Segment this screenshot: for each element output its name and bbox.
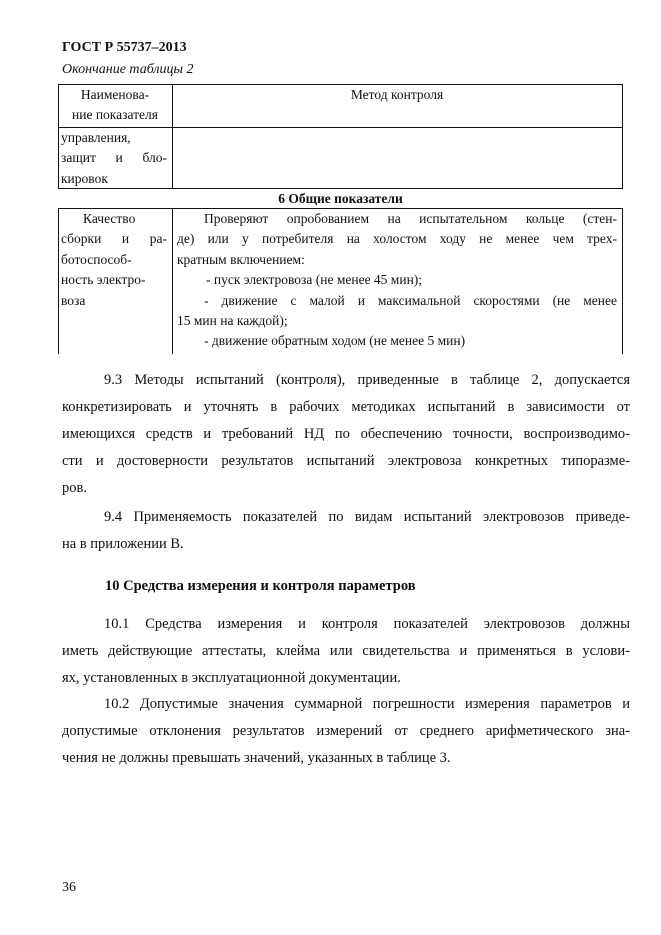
- row-2-col1: [61, 209, 167, 311]
- text-line: 9.4 Применяемость показателей по видам испытаний электровозов приведе-: [104, 509, 630, 525]
- col1-header-line: Наименова-: [80, 87, 150, 102]
- table-caption: Окончание таблицы 2: [62, 62, 194, 77]
- text-line: конкретизировать и уточнять в рабочих методиках испытаний в зависимости от: [62, 399, 630, 415]
- text-line: ях, установленных в эксплуатационной документации.: [62, 670, 401, 686]
- paragraph-10-2: [62, 691, 630, 772]
- cell-line: - движение обратным ходом (не менее 5 мин): [204, 333, 466, 349]
- col1-header-line: ние показателя: [72, 107, 158, 123]
- table-rule-mid: [172, 84, 173, 188]
- cell-line: управления,: [61, 130, 131, 145]
- table-rule-right-lower: [622, 208, 623, 354]
- row-2-col2: [177, 209, 617, 352]
- cell-line: ность электро-: [61, 272, 146, 288]
- text-line: чения не должны превышать значений, указанных в таблице 3.: [62, 750, 451, 766]
- table-rule-left-lower: [58, 208, 59, 354]
- document-header: ГОСТ Р 55737–2013: [62, 40, 187, 55]
- page-number: 36: [62, 880, 76, 895]
- row-1-col1: [61, 128, 167, 189]
- paragraph-10-1: [62, 611, 630, 692]
- cell-line: Качество: [83, 211, 136, 226]
- text-line: 10.1 Средства измерения и контроля показателей электровозов должны: [104, 616, 630, 632]
- table-rule-left: [58, 84, 59, 188]
- cell-line: кратным включением:: [177, 251, 305, 267]
- cell-line: де) или у потребителя на холостом ходу не менее чем трех-: [177, 231, 617, 247]
- section-10-heading: 10 Средства измерения и контроля параметров: [105, 578, 416, 594]
- table-section-heading: 6 Общие показатели: [278, 191, 403, 206]
- cell-line: сборки и ра-: [61, 231, 167, 247]
- col2-header: Метод контроля: [350, 87, 444, 102]
- col1-header: [60, 85, 170, 126]
- table-rule-right: [622, 84, 623, 188]
- text-line: на в приложении В.: [62, 536, 184, 552]
- cell-line: воза: [61, 292, 86, 308]
- cell-line: защит и бло-: [61, 150, 167, 166]
- paragraph-9-3: [62, 367, 630, 502]
- text-line: сти и достоверности результатов испытаний электровоза конкретных типоразме-: [62, 453, 630, 469]
- cell-line: кировок: [61, 170, 108, 186]
- text-line: иметь действующие аттестаты, клейма или свидетельства и применяться в услови-: [62, 643, 630, 659]
- cell-line: - пуск электровоза (не менее 45 мин);: [206, 272, 423, 288]
- text-line: 10.2 Допустимые значения суммарной погрешности измерения параметров и: [104, 696, 630, 712]
- text-line: 9.3 Методы испытаний (контроля), приведенные в таблице 2, допускается: [104, 372, 630, 388]
- cell-line: 15 мин на каждой);: [177, 313, 288, 329]
- cell-line: Проверяют опробованием на испытательном кольце (стен-: [204, 211, 617, 226]
- paragraph-9-4: [62, 504, 630, 558]
- cell-line: - движение с малой и максимальной скоростями (не менее: [204, 292, 617, 308]
- text-line: имеющихся средств и требований НД по обеспечению точности, воспроизводимо-: [62, 426, 630, 442]
- text-line: ров.: [62, 480, 87, 496]
- table-rule-mid-lower: [172, 208, 173, 354]
- text-line: допустимые отклонения результатов измерений от среднего арифметического зна-: [62, 723, 630, 739]
- cell-line: ботоспособ-: [61, 251, 132, 267]
